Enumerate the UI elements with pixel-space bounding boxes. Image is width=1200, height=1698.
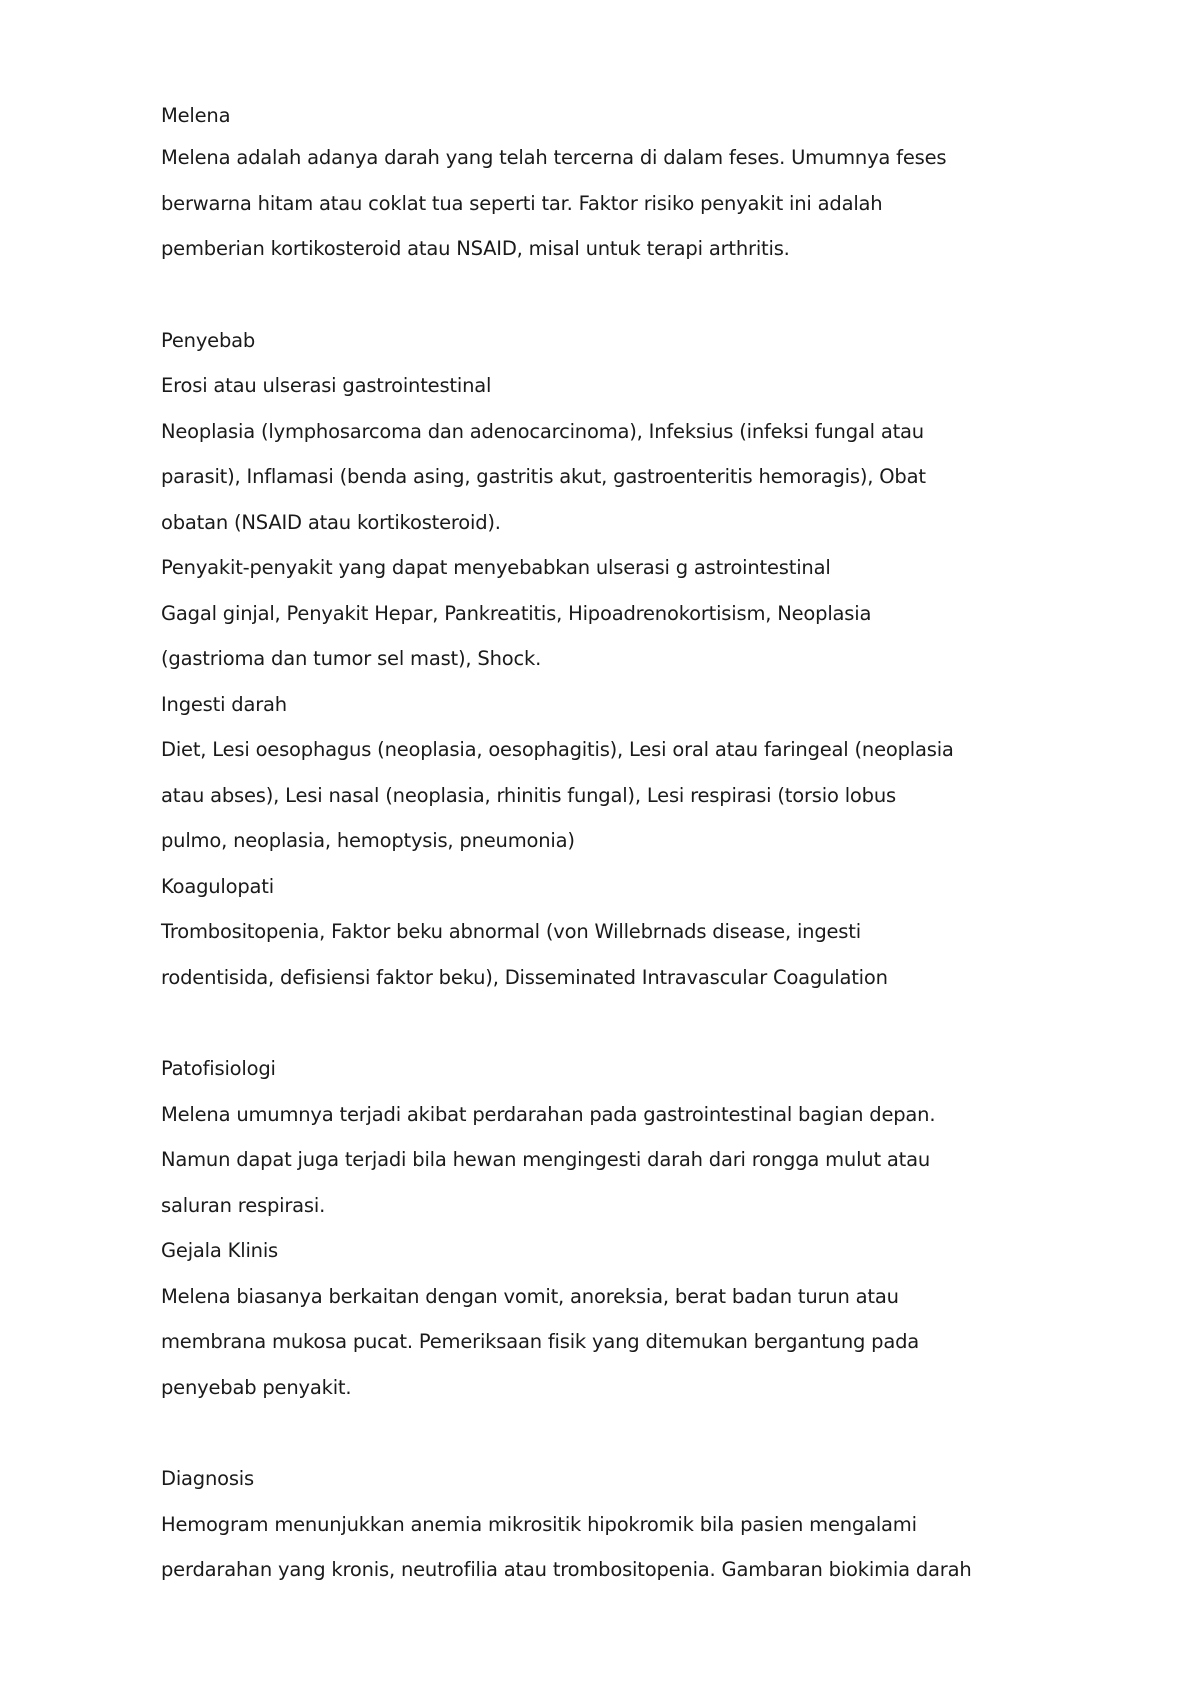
paragraph-line: obatan (NSAID atau kortikosteroid).	[161, 510, 501, 534]
paragraph-line: berwarna hitam atau coklat tua seperti tar. Faktor risiko penyakit ini adalah	[161, 191, 883, 215]
paragraph-line: parasit), Inflamasi (benda asing, gastritis akut, gastroenteritis hemoragis), Obat	[161, 465, 926, 488]
blank-line	[161, 1000, 981, 1046]
paragraph-line: membrana mukosa pucat. Pemeriksaan fisik yang ditemukan bergantung pada	[161, 1330, 920, 1353]
subheading-koagulopati: Koagulopati	[161, 874, 274, 898]
document-title: Melena	[161, 104, 231, 127]
section-heading-gejala-klinis: Gejala Klinis	[161, 1239, 278, 1262]
paragraph-line: (gastrioma dan tumor sel mast), Shock.	[161, 647, 542, 670]
paragraph-line: penyebab penyakit.	[161, 1375, 352, 1399]
paragraph-line: Melena umumnya terjadi akibat perdarahan pada gastrointestinal bagian depan.	[161, 1102, 936, 1126]
subheading-erosi: Erosi atau ulserasi gastrointestinal	[161, 374, 492, 397]
section-heading-penyebab: Penyebab	[161, 328, 256, 352]
document-page	[161, 96, 981, 1593]
paragraph-line: atau abses), Lesi nasal (neoplasia, rhinitis fungal), Lesi respirasi (torsio lobus	[161, 783, 896, 807]
paragraph-line: Gagal ginjal, Penyakit Hepar, Pankreatitis, Hipoadrenokortisism, Neoplasia	[161, 601, 872, 625]
paragraph-line: Namun dapat juga terjadi bila hewan mengingesti darah dari rongga mulut atau	[161, 1148, 931, 1171]
paragraph-line: Melena adalah adanya darah yang telah tercerna di dalam feses. Umumnya feses	[161, 146, 947, 169]
paragraph-line: Melena biasanya berkaitan dengan vomit, anoreksia, berat badan turun atau	[161, 1284, 899, 1308]
paragraph-line: Neoplasia (lymphosarcoma dan adenocarcinoma), Infeksius (infeksi fungal atau	[161, 419, 924, 443]
paragraph-line: Diet, Lesi oesophagus (neoplasia, oesophagitis), Lesi oral atau faringeal (neoplasia	[161, 738, 954, 761]
subheading-ulserasi: Penyakit-penyakit yang dapat menyebabkan ulserasi g astrointestinal	[161, 556, 831, 579]
blank-line	[161, 1410, 981, 1456]
paragraph-line: rodentisida, defisiensi faktor beku), Disseminated Intravascular Coagulation	[161, 965, 888, 989]
paragraph-line: Trombositopenia, Faktor beku abnormal (von Willebrnads disease, ingesti	[161, 920, 861, 943]
section-heading-diagnosis: Diagnosis	[161, 1467, 254, 1490]
paragraph-line: pemberian kortikosteroid atau NSAID, misal untuk terapi arthritis.	[161, 237, 790, 260]
section-heading-patofisiologi: Patofisiologi	[161, 1057, 276, 1080]
subheading-ingesti: Ingesti darah	[161, 692, 287, 716]
blank-line	[161, 272, 981, 318]
paragraph-line: perdarahan yang kronis, neutrofilia atau trombositopenia. Gambaran biokimia darah	[161, 1558, 972, 1581]
paragraph-line: pulmo, neoplasia, hemoptysis, pneumonia)	[161, 829, 575, 852]
paragraph-line: saluran respirasi.	[161, 1193, 326, 1217]
paragraph-line: Hemogram menunjukkan anemia mikrositik hipokromik bila pasien mengalami	[161, 1512, 917, 1536]
